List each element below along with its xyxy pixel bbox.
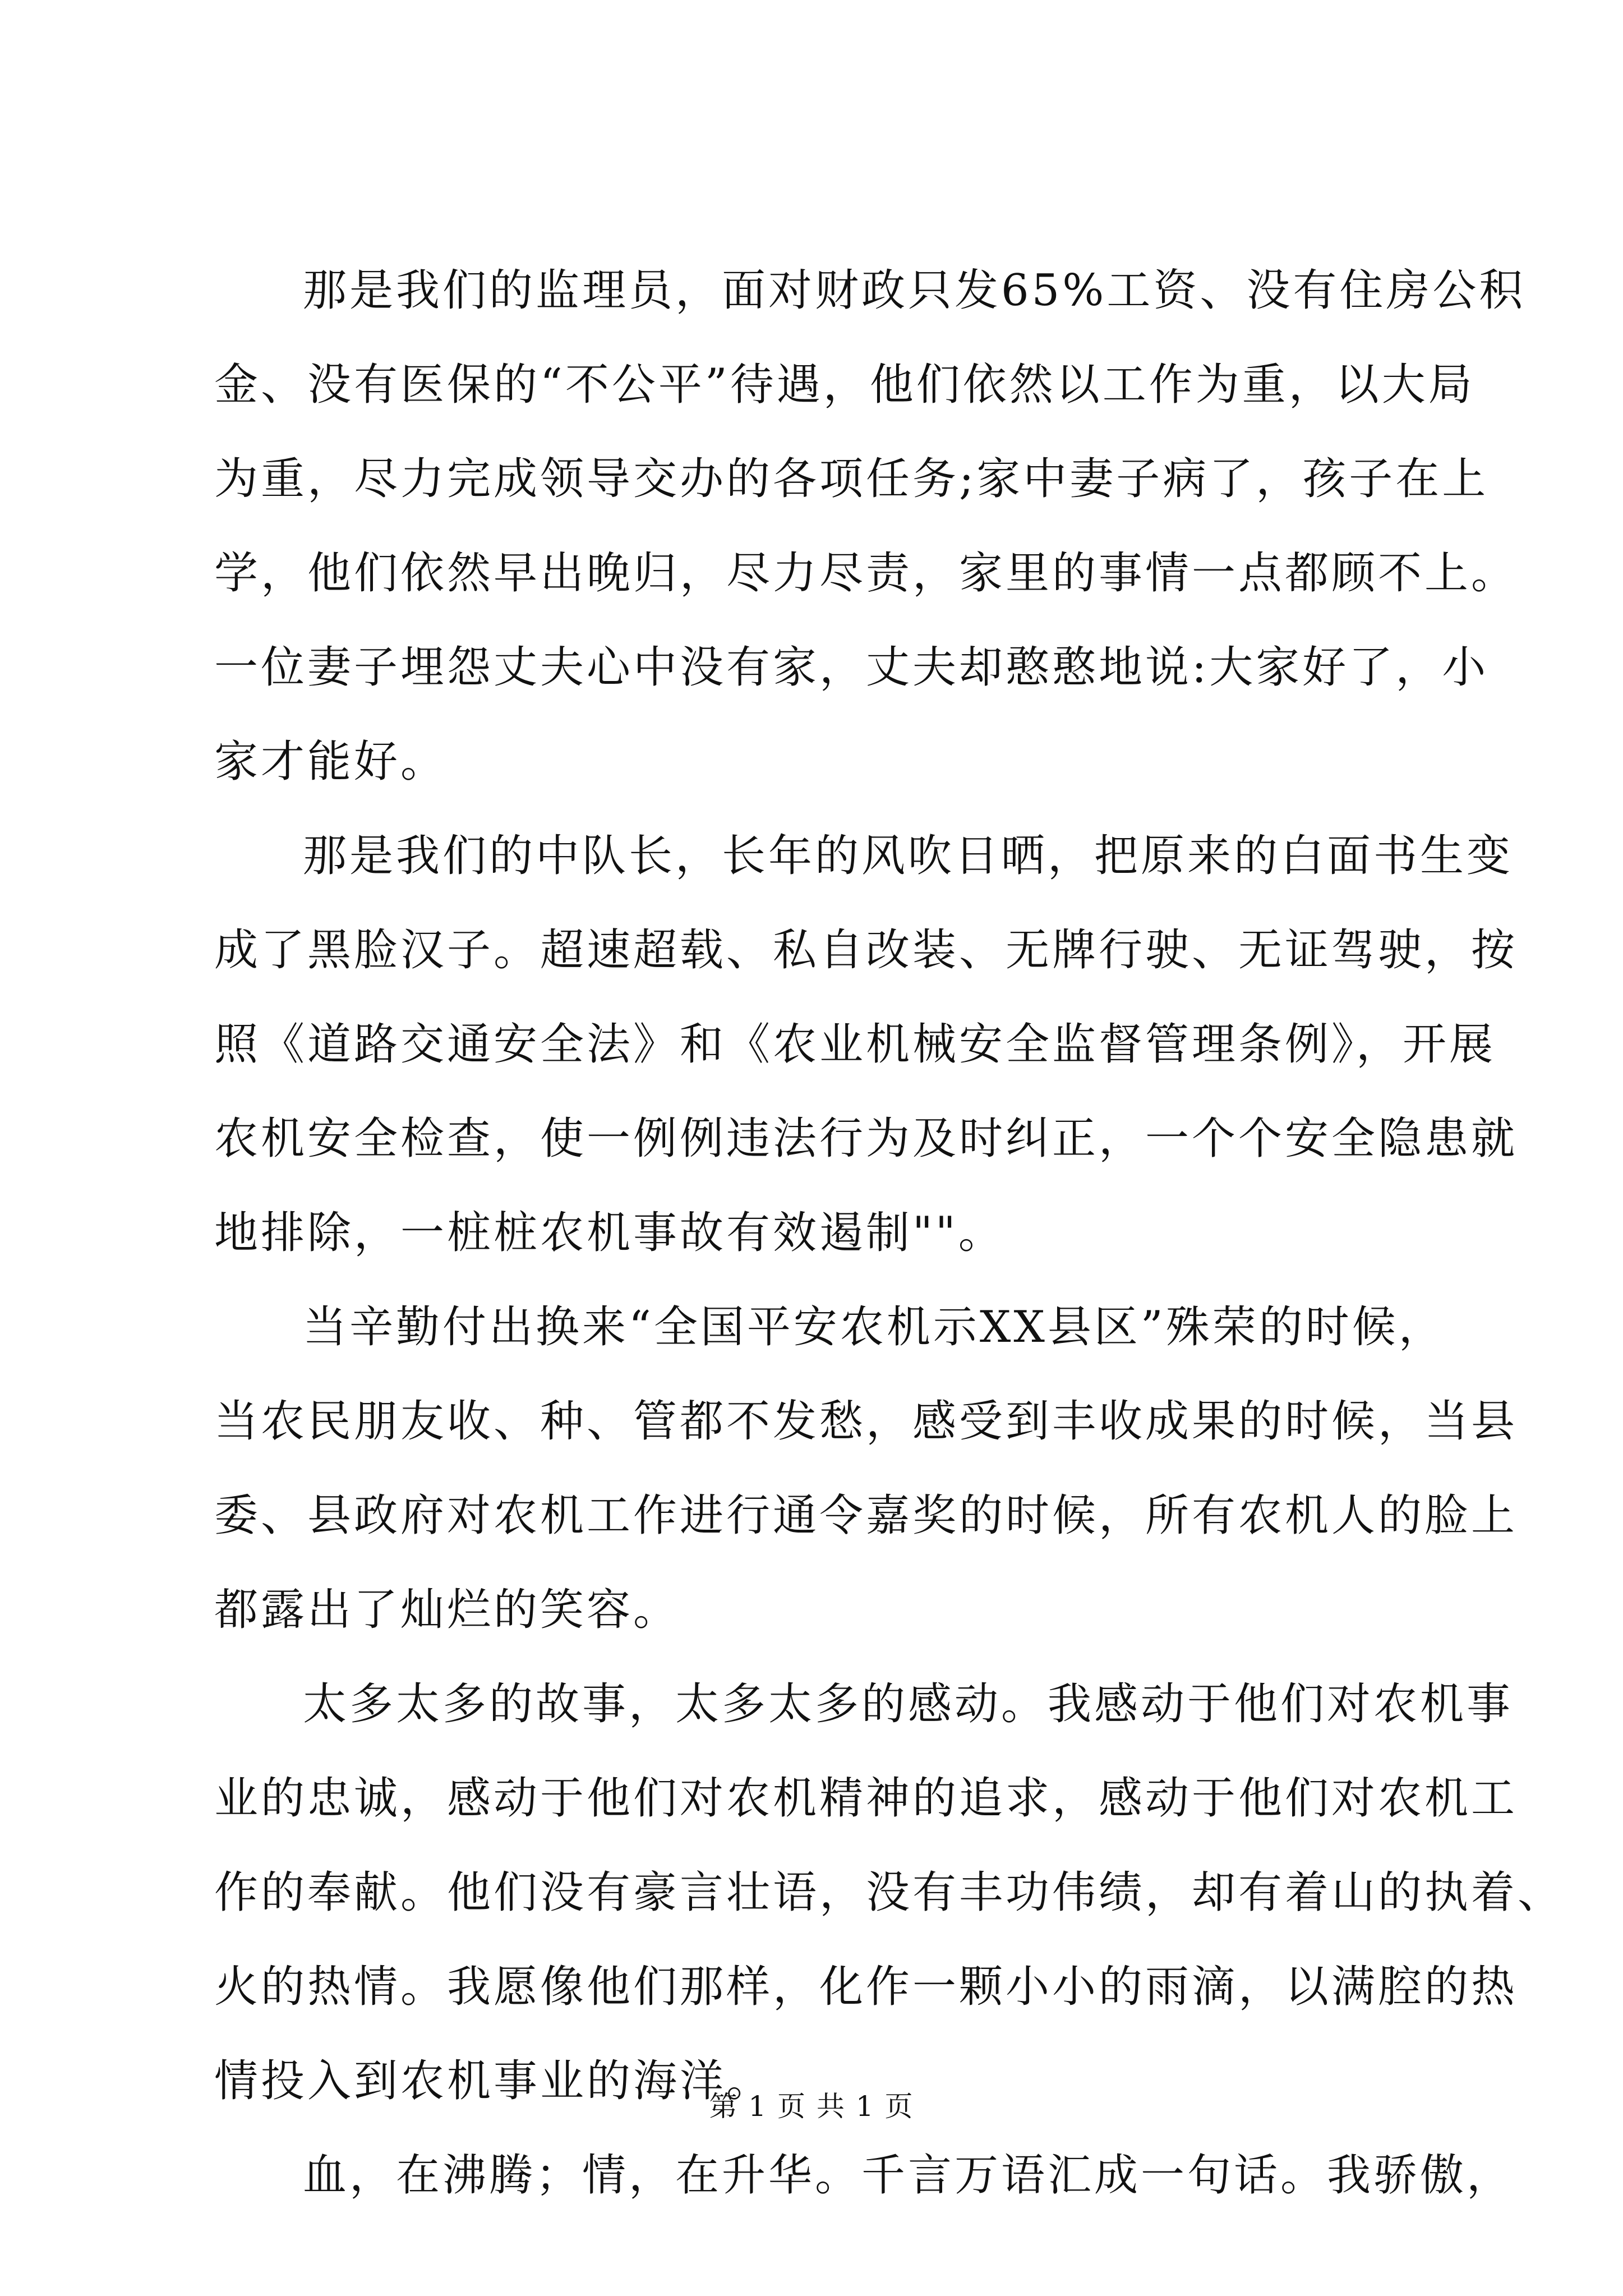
text-line: 情投入到农机事业的海洋。 [214,2056,773,2106]
text-line: 农机安全检查，使一例例违法行为及时纠正，一个个安全隐患就 [214,1114,1518,1164]
text-line: 火的热情。我愿像他们那样，化作一颗小小的雨滴，以满腔的热 [214,1962,1518,2012]
text-line: 都露出了灿烂的笑容。 [214,1585,680,1635]
text-line: 血，在沸腾；情，在升华。千言万语汇成一句话。我骄傲， [303,2150,1514,2201]
text-line: 业的忠诚，感动于他们对农机精神的追求，感动于他们对农机工 [214,1773,1518,1824]
text-line: 委、县政府对农机工作进行通令嘉奖的时候，所有农机人的脸上 [214,1490,1518,1541]
text-line: 那是我们的中队长，长年的风吹日晒，把原来的白面书生变 [303,831,1514,881]
text-line: 地排除，一桩桩农机事故有效遏制""。 [214,1208,1005,1258]
text-line: 金、没有医保的“不公平”待遇，他们依然以工作为重，以大局 [214,360,1475,410]
text-line: 成了黑脸汉子。超速超载、私自改装、无牌行驶、无证驾驶，按 [214,925,1518,976]
text-line: 作的奉献。他们没有豪言壮语，没有丰功伟绩，却有着山的执着、 [214,1867,1565,1918]
text-line: 为重，尽力完成领导交办的各项任务;家中妻子病了，孩子在上 [214,454,1489,504]
text-line: 当农民朋友收、种、管都不发愁，感受到丰收成果的时候，当县 [214,1396,1518,1447]
text-line: 学，他们依然早出晚归，尽力尽责，家里的事情一点都顾不上。 [214,548,1518,599]
text-line: 家才能好。 [214,737,448,787]
text-line: 太多太多的故事，太多太多的感动。我感动于他们对农机事 [303,1679,1514,1729]
text-line: 照《道路交通安全法》和《农业机械安全监督管理条例》，开展 [214,1019,1496,1070]
text-line: 那是我们的监理员，面对财政只发65%工资、没有住房公积 [303,265,1526,316]
text-line: 一位妻子埋怨丈夫心中没有家，丈夫却憨憨地说:大家好了，小 [214,642,1489,693]
page-number-footer: 第 1 页 共 1 页 [709,2090,914,2123]
text-line: 当辛勤付出换来“全国平安农机示XX县区”殊荣的时候， [303,1302,1445,1352]
